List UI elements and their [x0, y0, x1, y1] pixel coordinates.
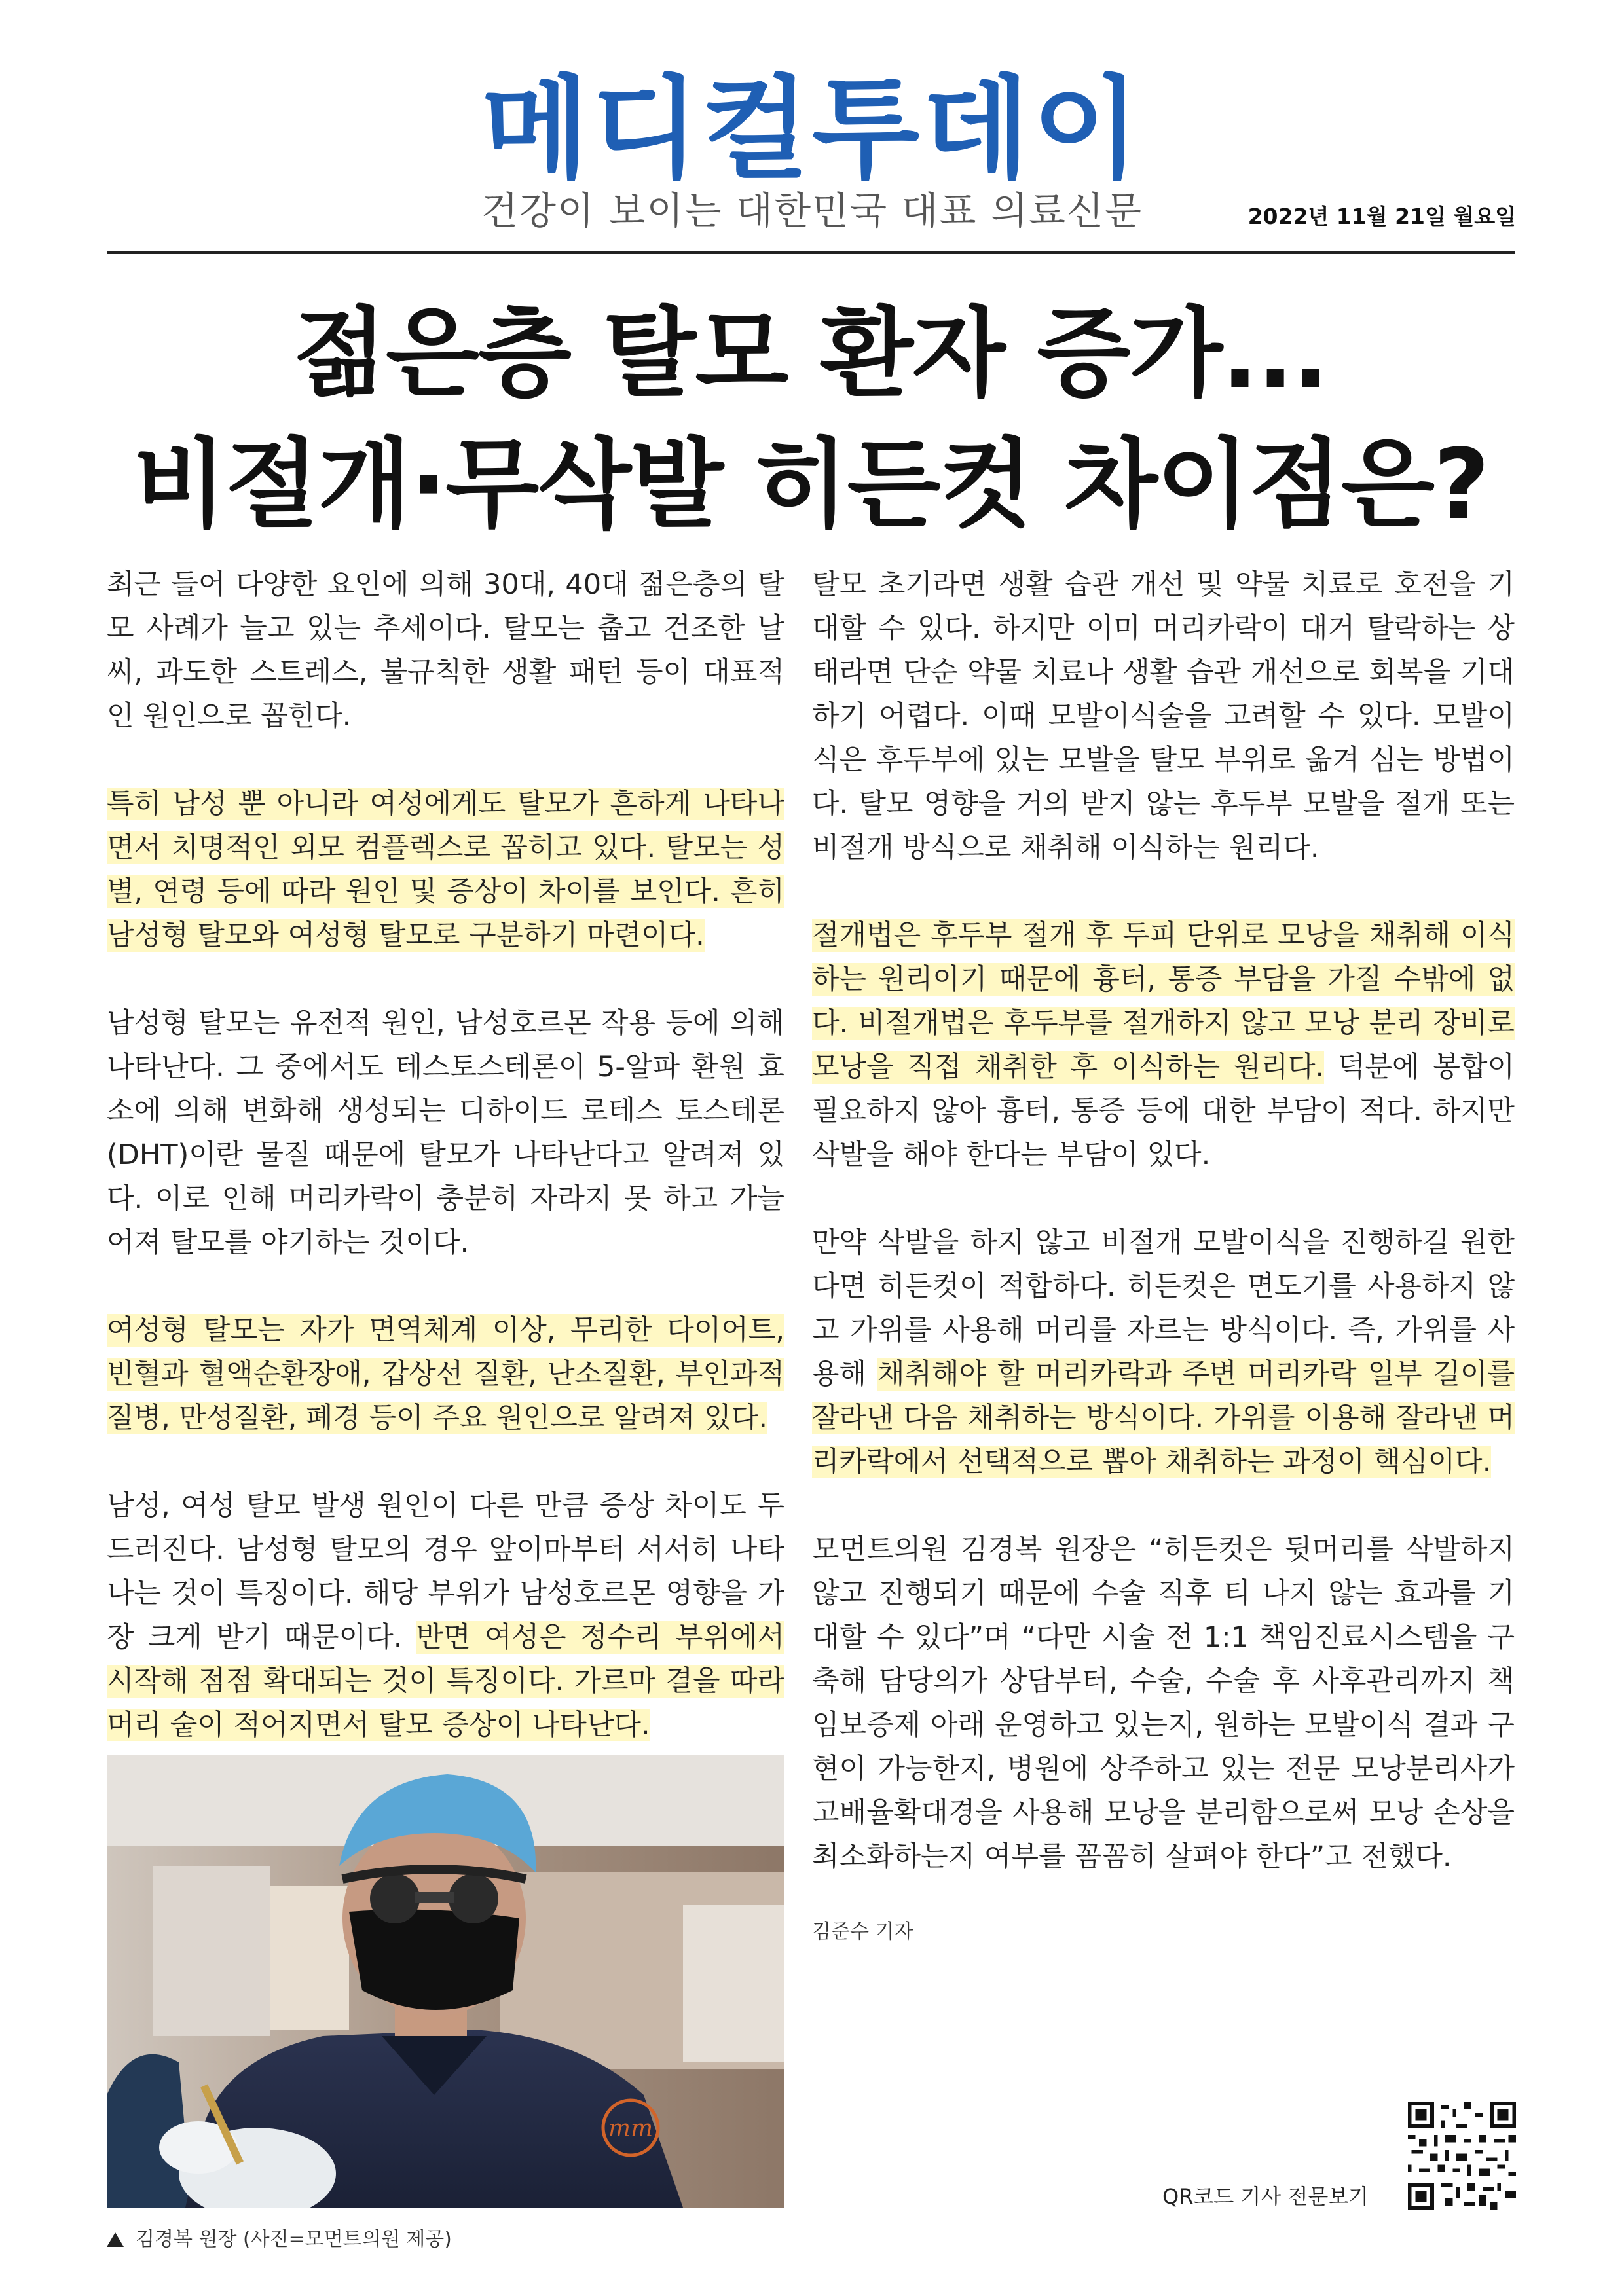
byline: 김준수 기자 [812, 1920, 913, 1943]
paragraph-text: 남성, 여성 탈모 발생 원인이 다른 만큼 증상 차이도 두드러진다. 남성형 탈모의 경우 앞이마부터 서서히 나타나는 것이 특징이다. 해당 부위가 남성호르몬 영향을 가장 크게 받기 때문이다. [107, 1489, 784, 1654]
paragraph [107, 1002, 784, 1265]
paragraph [812, 1221, 1515, 1484]
article-photo [107, 1755, 784, 2208]
photo-illustration [107, 1755, 784, 2208]
paragraph-text-highlighted: 반면 여성은 정수리 부위에서 시작해 점점 확대되는 것이 특징이다. 가르마 결을 따라 머리 숱이 적어지면서 탈모 증상이 나타난다. [107, 1621, 784, 1741]
scrub-logo-text: mm [608, 2115, 654, 2142]
headline-line-2: 비절개·무삭발 히든컷 차이점은? [133, 428, 1488, 541]
paragraph [812, 563, 1515, 870]
logo-tagline: 건강이 보이는 대한민국 대표 의료신문 [481, 189, 1143, 233]
paragraph-text-highlighted: 절개법은 후두부 절개 후 두피 단위로 모낭을 채취해 이식하는 원리이기 때문에 흉터, 통증 부담을 가질 수밖에 없다. 비절개법은 후두부를 절개하지 않고 모낭 분리 장비로 모낭을 직접 채취한 후 이식하는 원리다. [812, 919, 1515, 1084]
paragraph-text: 여성형 탈모는 자가 면역체계 이상, 무리한 다이어트, 빈혈과 혈액순환장애, 갑상선 질환, 난소질환, 부인과적 질병, 만성질환, 폐경 등이 주요 원인으로 알려져 있다. [107, 1314, 784, 1434]
qr-label: QR코드 기사 전문보기 [1162, 2184, 1369, 2209]
photo-caption [107, 2223, 452, 2251]
paragraph-text: 특히 남성 뿐 아니라 여성에게도 탈모가 흔하게 나타나면서 치명적인 외모 컴플렉스로 꼽히고 있다. 탈모는 성별, 연령 등에 따라 원인 및 증상이 차이를 보인다. 흔히 남성형 탈모와 여성형 탈모로 구분하기 마련이다. [107, 788, 784, 952]
caption-triangle-icon [107, 2232, 124, 2247]
article-column-right [812, 563, 1515, 1954]
article-column-left [107, 563, 784, 1791]
paragraph-text: 모먼트의원 김경복 원장은 “히든컷은 뒷머리를 삭발하지 않고 진행되기 때문에 수술 직후 티 나지 않는 효과를 기대할 수 있다”며 “다만 시술 전 1:1 책임진료시스템을 구축해 담당의가 상담부터, 수술, 수술 후 사후관리까지 책임보증제 아래 운영하고 있는지, 원하는 모발이식 결과 구현이 가능한지, 병원에 상주하고 있는 전문 모낭분리사가 고배율확대경을 사용해 모낭을 분리함으로써 모낭 손상을 최소화하는지 여부를 꼼꼼히 살펴야 한다”고 전했다. [812, 1533, 1515, 1873]
logo-title: 메디컬투데이 [481, 65, 1143, 194]
header-divider [107, 251, 1515, 254]
paragraph [812, 1528, 1515, 1879]
masthead-logo [0, 65, 1624, 194]
headline-line-1: 젊은층 탈모 환자 증가... [293, 297, 1328, 410]
paragraph [107, 563, 784, 738]
paragraph-text: 최근 들어 다양한 요인에 의해 30대, 40대 젊은층의 탈모 사례가 늘고 있는 추세이다. 탈모는 춥고 건조한 날씨, 과도한 스트레스, 불규칙한 생활 패턴 등이 대표적인 원인으로 꼽힌다. [107, 568, 784, 733]
paragraph [107, 1484, 784, 1747]
paragraph-text: 만약 삭발을 하지 않고 비절개 모발이식을 진행하길 원한다면 히든컷이 적합하다. 히든컷은 면도기를 사용하지 않고 가위를 사용해 머리를 자르는 방식이다. 즉, 가위를 사용해 [812, 1226, 1515, 1391]
paragraph-text: 남성형 탈모는 유전적 원인, 남성호르몬 작용 등에 의해 나타난다. 그 중에서도 테스토스테론이 5-알파 환원 효소에 의해 변화해 생성되는 디하이드 로테스 토스테론(DHT)이란 물질 때문에 탈모가 나타난다고 알려져 있다. 이로 인해 머리카락이 충분히 자라지 못 하고 가늘어져 탈모를 야기하는 것이다. [107, 1007, 784, 1259]
paragraph-text-highlighted: 채취해야 할 머리카락과 주변 머리카락 일부 길이를 잘라낸 다음 채취하는 방식이다. 가위를 이용해 잘라낸 머리카락에서 선택적으로 뽑아 채취하는 과정이 핵심이다. [812, 1358, 1515, 1478]
caption-text: 김경복 원장 (사진=모먼트의원 제공) [136, 2228, 452, 2251]
headline [107, 288, 1515, 550]
paragraph [812, 914, 1515, 1177]
paragraph-text: 탈모 초기라면 생활 습관 개선 및 약물 치료로 호전을 기대할 수 있다. 하지만 이미 머리카락이 대거 탈락하는 상태라면 단순 약물 치료나 생활 습관 개선으로 회복을 기대하기 어렵다. 이때 모발이식술을 고려할 수 있다. 모발이식은 후두부에 있는 모발을 탈모 부위로 옮겨 심는 방법이다. 탈모 영향을 거의 받지 않는 후두부 모발을 절개 또는 비절개 방식으로 채취해 이식하는 원리다. [812, 568, 1515, 864]
paragraph-highlighted [107, 782, 784, 958]
paragraph-text: 덕분에 봉합이 필요하지 않아 흉터, 통증 등에 대한 부담이 적다. 하지만 삭발을 해야 한다는 부담이 있다. [812, 1051, 1515, 1171]
issue-date: 2022년 11월 21일 월요일 [1247, 204, 1516, 229]
paragraph-highlighted [107, 1309, 784, 1440]
qr-code[interactable] [1408, 2102, 1516, 2210]
